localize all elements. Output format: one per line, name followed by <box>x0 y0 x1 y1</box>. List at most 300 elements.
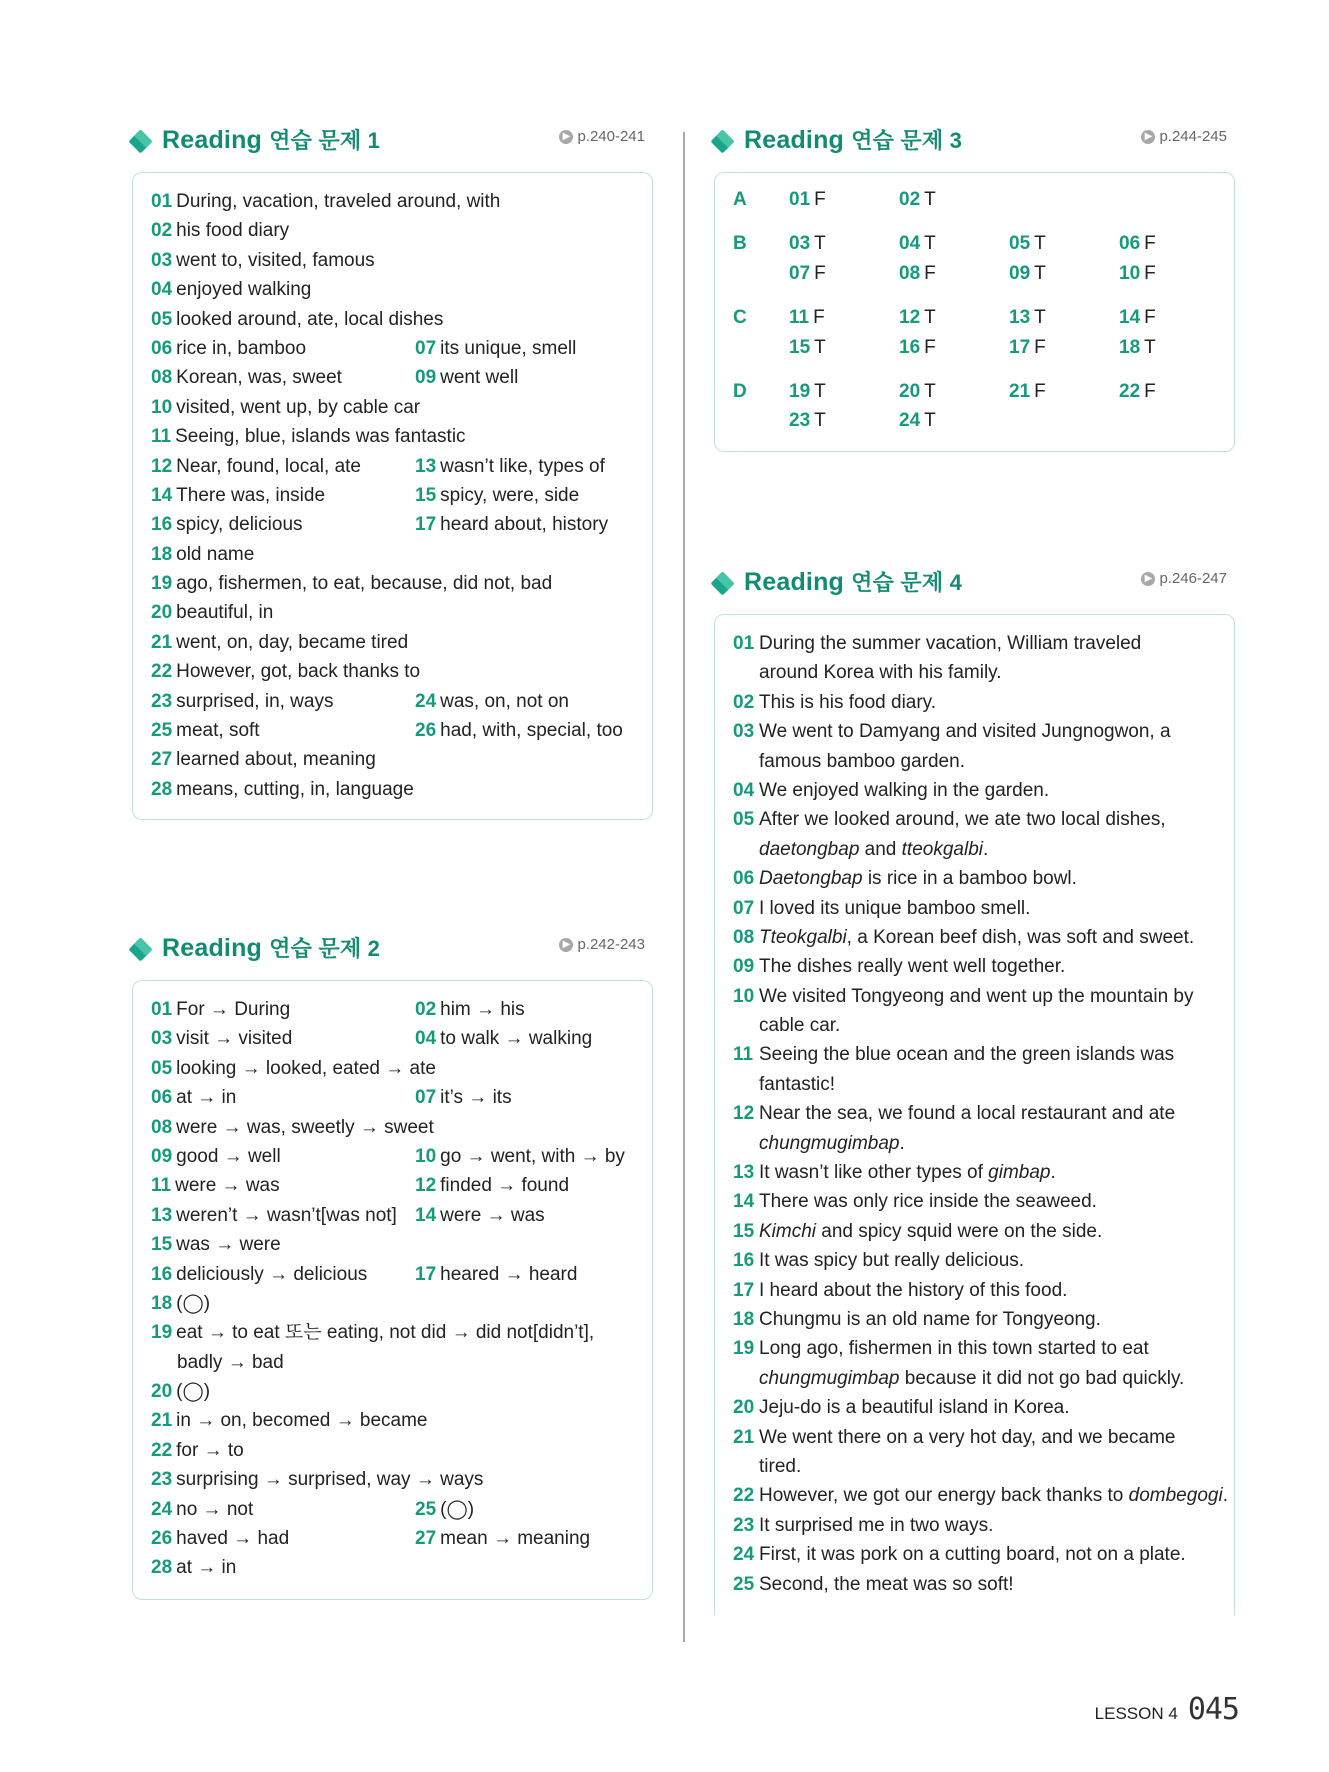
item-text: finded → found <box>440 1175 570 1197</box>
sentence-text: Kimchi and spicy squid were on the side. <box>759 1220 1103 1242</box>
sentence-text: We went there on a very hot day, and we became <box>759 1426 1176 1448</box>
answer-item <box>151 661 420 682</box>
item-number: 20 <box>151 602 173 624</box>
sentence-line <box>733 776 1220 805</box>
tf-cell <box>1119 303 1156 332</box>
answer-line <box>151 657 638 686</box>
sentence-line <box>733 1540 1220 1569</box>
sentence-line <box>733 1364 1220 1393</box>
answer-lines <box>151 187 638 804</box>
answer-line <box>151 1465 638 1494</box>
item-number: 13 <box>1009 307 1031 329</box>
tf-answer: F <box>1034 336 1046 358</box>
item-number: 09 <box>733 956 755 978</box>
answer-line <box>151 452 638 481</box>
item-number: 21 <box>733 1426 755 1448</box>
answer-item <box>151 1352 284 1373</box>
item-text: Seeing, blue, islands was fantastic <box>175 426 466 448</box>
item-number: 16 <box>733 1250 755 1272</box>
answer-item <box>415 510 608 539</box>
item-number: 05 <box>733 809 755 831</box>
item-number: 11 <box>733 1044 754 1066</box>
item-number: 14 <box>733 1191 755 1213</box>
sentence-line <box>733 1481 1228 1510</box>
item-number: 18 <box>1119 336 1141 358</box>
item-number: 12 <box>899 307 921 329</box>
answer-line <box>151 1289 638 1318</box>
sentence-line <box>733 1158 1220 1187</box>
item-number: 11 <box>789 307 810 329</box>
tf-row <box>733 377 1213 406</box>
item-number: 08 <box>151 367 173 389</box>
answer-item <box>151 279 311 300</box>
page-reference-text: p.240-241 <box>577 128 645 145</box>
answer-item <box>151 1087 236 1108</box>
sentence-text: We enjoyed walking in the garden. <box>759 779 1050 801</box>
answer-item <box>151 1557 236 1578</box>
item-number: 09 <box>1009 262 1031 284</box>
sentence-text: The dishes really went well together. <box>759 956 1066 978</box>
answer-item <box>415 1495 474 1524</box>
item-text: However, got, back thanks to <box>176 661 421 683</box>
item-number: 04 <box>415 1028 437 1050</box>
answer-item <box>151 1469 483 1490</box>
item-number: 19 <box>151 1322 173 1344</box>
item-number: 25 <box>733 1573 755 1595</box>
page-reference <box>559 936 645 953</box>
item-text: went, on, day, became tired <box>176 631 409 653</box>
item-text: went well <box>440 367 519 389</box>
page-reference <box>1141 128 1227 145</box>
item-number: 24 <box>415 690 437 712</box>
item-number: 06 <box>151 1087 173 1109</box>
answer-item <box>151 779 414 800</box>
item-text: looking → looked, eated → ate <box>176 1057 436 1079</box>
item-number: 24 <box>733 1544 755 1566</box>
arrow-right-icon: ▶ <box>559 938 573 952</box>
group-letter: A <box>733 189 747 210</box>
answer-item <box>151 1264 367 1285</box>
sentence-line <box>733 747 1220 776</box>
item-number: 14 <box>1119 307 1141 329</box>
answer-item <box>151 191 500 212</box>
item-number: 18 <box>151 1292 173 1314</box>
item-number: 07 <box>789 262 811 284</box>
answer-item <box>151 602 273 623</box>
answer-item <box>151 720 260 741</box>
answer-line <box>151 1201 638 1230</box>
section-title <box>162 932 380 963</box>
item-text: weren’t → wasn’t[was not] <box>176 1204 397 1226</box>
item-number: 06 <box>151 337 173 359</box>
item-text: (◯) <box>176 1292 211 1314</box>
item-number: 23 <box>151 690 173 712</box>
tf-row <box>733 259 1213 288</box>
item-number: 07 <box>733 897 755 919</box>
item-text: visited, went up, by cable car <box>176 396 421 418</box>
item-text: to walk → walking <box>440 1028 593 1050</box>
tf-answer: T <box>814 381 826 402</box>
answer-item <box>415 995 525 1024</box>
item-text: means, cutting, in, language <box>176 778 414 800</box>
title-en: Reading <box>744 568 845 596</box>
item-number: 26 <box>415 720 437 742</box>
title-kr: 연습 문제 3 <box>851 128 963 153</box>
tf-answer: T <box>924 307 936 329</box>
answer-box <box>132 172 653 820</box>
tf-answer: F <box>924 262 936 284</box>
tf-row <box>733 303 1213 332</box>
sentence-line <box>733 1040 1220 1069</box>
item-number: 01 <box>789 189 811 210</box>
item-number: 14 <box>151 484 173 506</box>
answer-line <box>151 1142 638 1171</box>
answer-item <box>151 691 333 712</box>
item-number: 22 <box>733 1485 755 1507</box>
sentence-text: around Korea with his family. <box>759 662 1002 684</box>
tf-answer: F <box>814 262 826 284</box>
answer-item <box>151 1205 397 1226</box>
tf-cell <box>1009 229 1046 258</box>
diamond-icon <box>710 571 734 595</box>
title-en: Reading <box>744 126 845 154</box>
item-text: During, vacation, traveled around, with <box>176 191 501 212</box>
answer-line <box>151 1083 638 1112</box>
sentence-line <box>733 894 1220 923</box>
sentence-text: First, it was pork on a cutting board, not on a plate. <box>759 1544 1186 1566</box>
tf-answer: T <box>924 233 936 255</box>
sentence-text: This is his food diary. <box>759 691 937 713</box>
answer-line <box>151 1436 638 1465</box>
tf-cell <box>899 406 936 435</box>
answer-item <box>151 1175 280 1196</box>
item-number: 10 <box>151 396 173 418</box>
answer-item <box>151 1058 436 1079</box>
page-reference-text: p.246-247 <box>1159 570 1227 587</box>
item-text: heard about, history <box>440 514 609 536</box>
tf-row <box>733 333 1213 362</box>
sentence-line <box>733 1129 1220 1158</box>
answer-item <box>415 1171 569 1200</box>
lesson-label: LESSON 4 <box>1094 1704 1178 1723</box>
item-number: 17 <box>1009 336 1031 358</box>
answer-item <box>151 999 290 1020</box>
item-number: 01 <box>733 633 755 654</box>
title-en: Reading <box>162 934 263 962</box>
item-number: 02 <box>151 220 173 242</box>
item-number: 13 <box>151 1204 173 1226</box>
tf-answer: T <box>924 189 936 210</box>
sentence-line <box>733 952 1220 981</box>
item-number: 23 <box>733 1514 755 1536</box>
answer-line <box>151 305 638 334</box>
answer-item <box>415 1260 577 1289</box>
answer-line <box>151 363 638 392</box>
item-text: badly → bad <box>177 1351 284 1373</box>
answer-line <box>151 1113 638 1142</box>
item-number: 03 <box>151 249 173 271</box>
item-text: haved → had <box>176 1528 290 1550</box>
answer-item <box>151 456 361 477</box>
item-number: 15 <box>415 484 437 506</box>
answer-item <box>151 309 443 330</box>
item-number: 22 <box>151 1439 173 1461</box>
answer-line <box>151 1495 638 1524</box>
item-number: 24 <box>899 410 921 432</box>
item-text: ago, fishermen, to eat, because, did not, bad <box>176 573 553 595</box>
answer-item <box>151 514 303 535</box>
section-header <box>130 932 653 972</box>
sentence-line <box>733 982 1220 1011</box>
tf-cell <box>1009 303 1046 332</box>
tf-answer: F <box>924 336 936 358</box>
item-text: old name <box>176 543 255 565</box>
sentence-line <box>733 1423 1220 1452</box>
item-text: surprised, in, ways <box>176 690 334 712</box>
item-text: beautiful, in <box>176 602 274 624</box>
arrow-right-icon: ▶ <box>1141 572 1155 586</box>
item-number: 26 <box>151 1528 173 1550</box>
sentence-text: daetongbap and tteokgalbi. <box>759 838 989 860</box>
item-number: 12 <box>733 1103 755 1125</box>
item-number: 05 <box>151 1057 173 1079</box>
tf-cell <box>789 377 826 406</box>
sentence-text: Long ago, fishermen in this town started to eat <box>759 1338 1149 1360</box>
answer-line <box>151 1260 638 1289</box>
sentence-text: chungmugimbap because it did not go bad quickly. <box>759 1367 1185 1389</box>
tf-answer: F <box>1144 307 1156 329</box>
item-number: 10 <box>415 1145 437 1167</box>
answer-line <box>151 995 638 1024</box>
answer-item <box>415 1201 545 1230</box>
item-text: had, with, special, too <box>440 720 623 742</box>
title-kr: 연습 문제 1 <box>269 128 381 153</box>
tf-answer: T <box>814 410 826 432</box>
answer-item <box>151 426 466 447</box>
sentence-text: It wasn’t like other types of gimbap. <box>759 1162 1056 1184</box>
item-text: looked around, ate, local dishes <box>176 308 444 330</box>
section-header <box>130 124 653 164</box>
answer-item <box>151 1410 428 1431</box>
sentence-line <box>733 1511 1220 1540</box>
page-reference-text: p.242-243 <box>577 936 645 953</box>
item-number: 15 <box>733 1220 755 1242</box>
item-text: mean → meaning <box>440 1528 591 1550</box>
answer-item <box>151 632 408 653</box>
tf-answer: T <box>1034 233 1046 255</box>
item-text: in → on, becomed → became <box>176 1410 428 1432</box>
sentence-text: There was only rice inside the seaweed. <box>759 1191 1097 1213</box>
sentence-text: chungmugimbap. <box>759 1132 905 1154</box>
answer-box <box>714 172 1235 452</box>
answer-item <box>151 397 420 418</box>
item-number: 20 <box>899 381 921 402</box>
group-letter: C <box>733 307 747 329</box>
tf-cell <box>899 377 936 406</box>
arrow-right-icon: ▶ <box>1141 130 1155 144</box>
answer-item <box>415 1524 590 1553</box>
group-letter: B <box>733 233 747 255</box>
item-number: 19 <box>733 1338 755 1360</box>
tf-answer: T <box>924 381 936 402</box>
sentence-text: famous bamboo garden. <box>759 750 965 772</box>
answer-line <box>151 334 638 363</box>
item-text: meat, soft <box>176 720 260 742</box>
item-number: 18 <box>151 543 173 565</box>
item-text: wasn’t like, types of <box>440 455 605 477</box>
tf-answer: T <box>1034 262 1046 284</box>
tf-cell <box>789 333 826 362</box>
sentence-text: We visited Tongyeong and went up the mountain by <box>759 985 1194 1007</box>
answer-line <box>151 1524 638 1553</box>
answer-item <box>151 367 342 388</box>
tf-answer: T <box>924 410 936 432</box>
tf-cell <box>899 185 936 214</box>
answer-line <box>151 628 638 657</box>
item-number: 19 <box>151 573 173 595</box>
tf-answer: F <box>1144 233 1156 255</box>
item-number: 18 <box>733 1308 755 1330</box>
item-number: 28 <box>151 1557 173 1579</box>
diamond-icon <box>710 129 734 153</box>
sentence-text: I heard about the history of this food. <box>759 1279 1068 1301</box>
section-reading-3 <box>712 124 1235 432</box>
answer-box <box>132 980 653 1600</box>
answer-line <box>151 275 638 304</box>
sentence-text: Tteokgalbi, a Korean beef dish, was soft and sweet. <box>759 926 1195 948</box>
sentence-line <box>733 658 1220 687</box>
item-number: 25 <box>151 720 173 742</box>
item-text: enjoyed walking <box>176 279 312 301</box>
answer-item <box>151 573 552 594</box>
item-number: 08 <box>733 926 755 948</box>
arrow-right-icon: ▶ <box>559 130 573 144</box>
answer-item <box>415 1083 512 1112</box>
item-number: 01 <box>151 191 173 212</box>
answer-item <box>151 485 325 506</box>
sentence-line <box>733 1570 1220 1599</box>
section-title <box>744 124 962 155</box>
tf-cell <box>899 333 936 362</box>
item-number: 02 <box>733 691 755 713</box>
tf-cell <box>1009 377 1046 406</box>
sentence-line <box>733 1246 1220 1275</box>
item-text: for → to <box>176 1439 244 1461</box>
diamond-icon <box>128 129 152 153</box>
tf-answer: T <box>814 233 826 255</box>
sentence-text: cable car. <box>759 1015 841 1037</box>
item-text: spicy, were, side <box>440 484 580 506</box>
sentence-line <box>733 835 1220 864</box>
page-reference <box>559 128 645 145</box>
answer-item <box>151 1440 244 1461</box>
item-number: 03 <box>789 233 811 255</box>
answer-line <box>151 1377 638 1406</box>
tf-cell <box>789 185 826 214</box>
item-number: 12 <box>415 1175 437 1197</box>
section-title <box>162 124 380 155</box>
sentence-line <box>733 1393 1220 1422</box>
item-text: surprising → surprised, way → ways <box>176 1469 484 1491</box>
sentence-text: Jeju-do is a beautiful island in Korea. <box>759 1397 1070 1419</box>
item-text: its unique, smell <box>440 337 577 359</box>
item-number: 27 <box>415 1528 437 1550</box>
sentence-line <box>733 1187 1220 1216</box>
answer-item <box>151 1234 281 1255</box>
tf-cell <box>1119 259 1156 288</box>
item-text: were → was <box>440 1204 545 1226</box>
item-number: 21 <box>1009 381 1031 402</box>
sentence-text: Near the sea, we found a local restaurant and ate <box>759 1103 1176 1125</box>
sentence-line <box>733 1099 1220 1128</box>
item-number: 15 <box>151 1234 173 1256</box>
item-text: no → not <box>176 1498 254 1520</box>
item-number: 05 <box>1009 233 1031 255</box>
item-number: 08 <box>899 262 921 284</box>
answer-line <box>151 569 638 598</box>
section-header <box>712 566 1235 606</box>
tf-cell <box>1119 377 1156 406</box>
answer-line <box>151 1054 638 1083</box>
sentence-line <box>733 923 1220 952</box>
sentence-text: During the summer vacation, William traveled <box>759 633 1142 654</box>
tf-answer: F <box>814 189 826 210</box>
item-number: 03 <box>151 1028 173 1050</box>
item-number: 27 <box>151 749 173 771</box>
title-kr: 연습 문제 4 <box>851 570 963 595</box>
answer-lines <box>151 995 638 1583</box>
answer-line <box>151 187 638 216</box>
answer-line <box>151 1348 638 1377</box>
sentence-line <box>733 805 1220 834</box>
tf-answer: F <box>813 307 825 329</box>
item-number: 16 <box>151 514 173 536</box>
tf-cell <box>899 229 936 258</box>
item-number: 13 <box>733 1162 755 1184</box>
answer-lines <box>733 629 1228 1599</box>
item-number: 19 <box>789 381 811 402</box>
answer-line <box>151 216 638 245</box>
item-number: 20 <box>151 1381 173 1403</box>
item-number: 04 <box>151 279 173 301</box>
answer-line <box>151 745 638 774</box>
answer-item <box>151 1499 253 1520</box>
tf-answer: T <box>1144 336 1156 358</box>
item-number: 06 <box>733 868 755 890</box>
sentence-text: Chungmu is an old name for Tongyeong. <box>759 1308 1101 1330</box>
item-text: (◯) <box>176 1381 211 1403</box>
item-number: 17 <box>415 1263 437 1285</box>
sentence-line <box>733 688 1220 717</box>
item-number: 20 <box>733 1397 755 1419</box>
answer-line <box>151 1318 638 1347</box>
tf-answer: T <box>1034 307 1046 329</box>
answer-item <box>151 220 289 241</box>
item-number: 28 <box>151 778 173 800</box>
item-number: 16 <box>151 1263 173 1285</box>
item-text: were → was, sweetly → sweet <box>176 1116 434 1138</box>
item-text: There was, inside <box>176 484 326 506</box>
answer-line <box>151 598 638 627</box>
answer-line <box>151 1553 638 1582</box>
answer-line <box>151 422 638 451</box>
item-number: 09 <box>151 1145 173 1167</box>
sentence-text: I loved its unique bamboo smell. <box>759 897 1031 919</box>
item-text: was → were <box>176 1234 281 1256</box>
item-number: 09 <box>415 367 437 389</box>
item-number: 21 <box>151 631 173 653</box>
item-text: it’s → its <box>440 1087 512 1109</box>
